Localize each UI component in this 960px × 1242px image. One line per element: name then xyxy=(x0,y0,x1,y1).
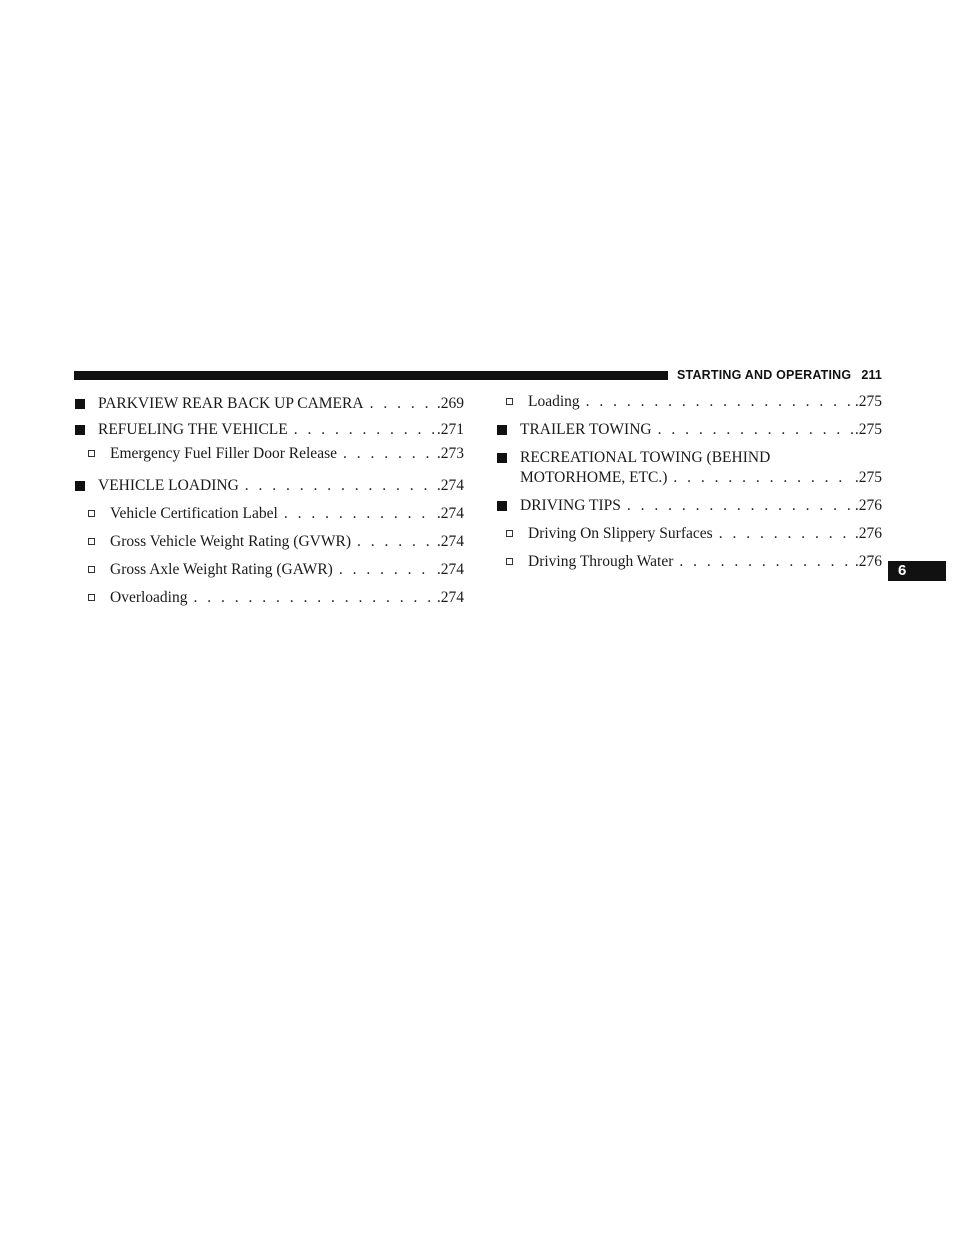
hollow-square-bullet-icon xyxy=(88,566,95,573)
toc-entry-overloading[interactable]: Overloading . . . .274 xyxy=(74,588,464,608)
toc-entry-fuel-filler-release[interactable]: Emergency Fuel Filler Door Release . . . .273 xyxy=(74,444,464,464)
square-bullet-icon xyxy=(497,453,507,463)
square-bullet-icon xyxy=(75,425,85,435)
hollow-square-bullet-icon xyxy=(506,530,513,537)
square-bullet-icon xyxy=(497,501,507,511)
hollow-square-bullet-icon xyxy=(506,558,513,565)
toc-entry-recreational-towing[interactable]: RECREATIONAL TOWING (BEHIND MOTORHOME, ETC.) . . . .275 xyxy=(496,448,882,488)
toc-entry-certification-label[interactable]: Vehicle Certification Label . . . .274 xyxy=(74,504,464,524)
square-bullet-icon xyxy=(497,425,507,435)
hollow-square-bullet-icon xyxy=(88,450,95,457)
toc-entry-trailer-towing[interactable]: TRAILER TOWING . . . .275 xyxy=(496,420,882,440)
toc-entry-parkview-camera[interactable]: PARKVIEW REAR BACK UP CAMERA . . . .269 xyxy=(74,394,464,414)
square-bullet-icon xyxy=(75,399,85,409)
hollow-square-bullet-icon xyxy=(88,594,95,601)
toc-entry-driving-tips[interactable]: DRIVING TIPS . . . .276 xyxy=(496,496,882,516)
toc-entry-vehicle-loading[interactable]: VEHICLE LOADING . . . .274 xyxy=(74,476,464,496)
toc-entry-refueling[interactable]: REFUELING THE VEHICLE . . . .271 xyxy=(74,420,464,440)
header-rule xyxy=(74,371,668,380)
hollow-square-bullet-icon xyxy=(88,538,95,545)
chapter-tab[interactable]: 6 xyxy=(888,561,946,581)
section-title: STARTING AND OPERATING xyxy=(677,368,852,382)
toc-entry-gvwr[interactable]: Gross Vehicle Weight Rating (GVWR) . . . .274 xyxy=(74,532,464,552)
page-number: 211 xyxy=(861,368,883,382)
hollow-square-bullet-icon xyxy=(88,510,95,517)
toc-entry-gawr[interactable]: Gross Axle Weight Rating (GAWR) . . . .274 xyxy=(74,560,464,580)
square-bullet-icon xyxy=(75,481,85,491)
toc-entry-driving-through-water[interactable]: Driving Through Water . . . .276 xyxy=(496,552,882,572)
running-header xyxy=(677,368,882,382)
toc-entry-loading[interactable]: Loading . . . .275 xyxy=(496,392,882,412)
toc-entry-slippery-surfaces[interactable]: Driving On Slippery Surfaces . . . .276 xyxy=(496,524,882,544)
hollow-square-bullet-icon xyxy=(506,398,513,405)
